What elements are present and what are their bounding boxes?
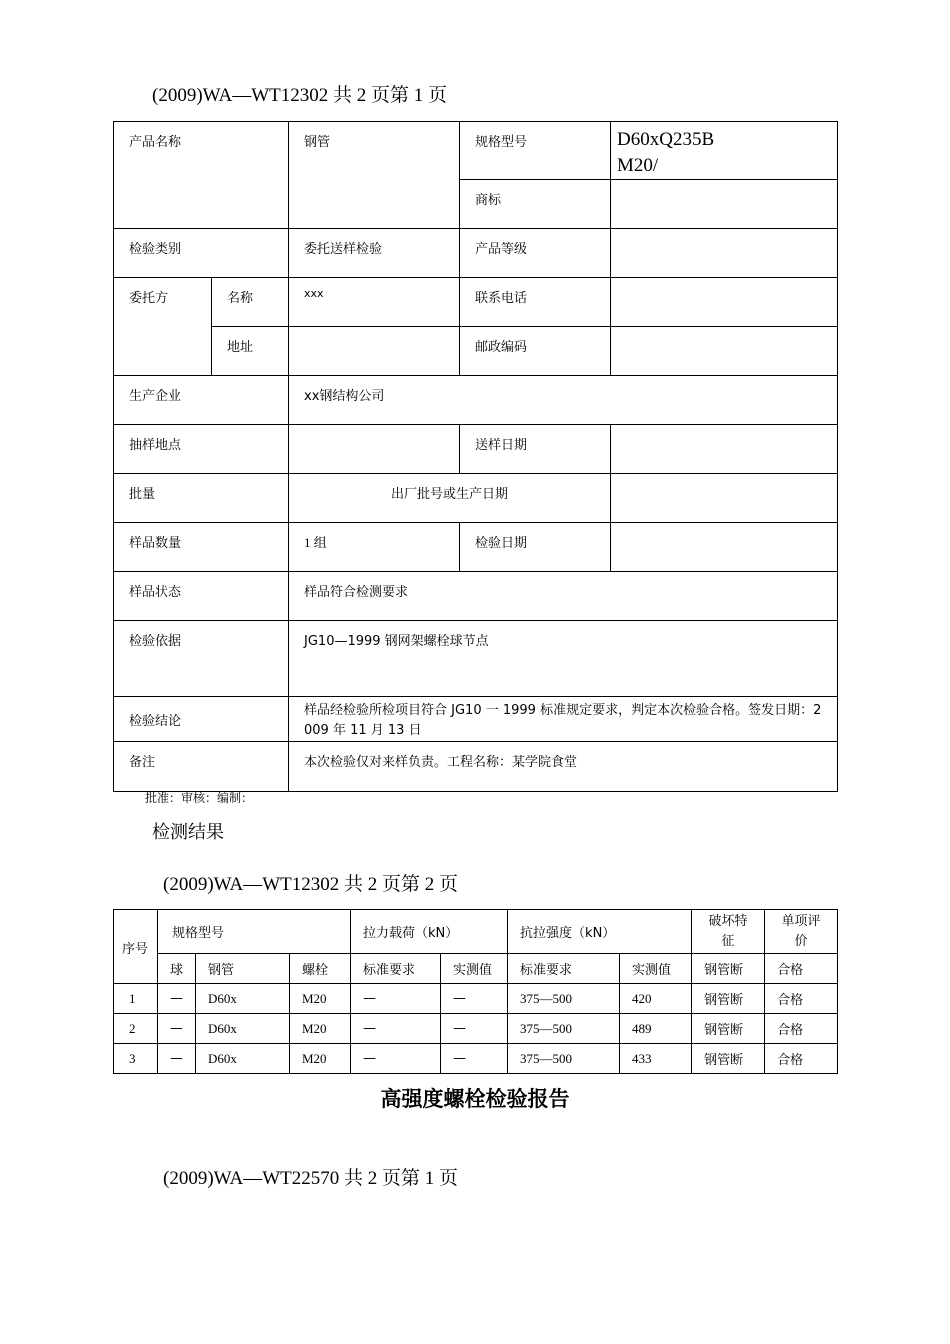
batch-no-label: 出厂批号或生产日期 (289, 474, 611, 523)
table-cell: — (351, 1044, 441, 1074)
model-label: 规格型号 (460, 122, 611, 180)
table-cell: — (158, 984, 196, 1014)
col-eval (765, 910, 838, 954)
table-cell: M20 (290, 984, 351, 1014)
inspection-form-table (113, 121, 838, 792)
results-title: 检测结果 (152, 822, 224, 843)
sample-qty-value: 1 组 (289, 523, 460, 572)
inspection-type-value: 委托送样检验 (289, 229, 460, 278)
postcode-label: 邮政编码 (460, 327, 611, 376)
table-cell: 钢管断 (692, 1014, 765, 1044)
table-cell: D60x (196, 984, 290, 1014)
table-cell: 375—500 (508, 1014, 620, 1044)
table-row (114, 1044, 838, 1074)
subheader-cell: 标准要求 (508, 954, 620, 984)
col-model: 规格型号 (158, 910, 351, 954)
table-cell: 钢管断 (692, 984, 765, 1014)
table-cell: 1 (114, 984, 158, 1014)
table-cell: — (351, 1014, 441, 1044)
batch-no-value (611, 474, 838, 523)
delivery-date-value (611, 425, 838, 474)
sampling-place-value (289, 425, 460, 474)
inspection-date-label: 检验日期 (460, 523, 611, 572)
table-cell: 375—500 (508, 1044, 620, 1074)
model-value (611, 122, 838, 180)
remarks-value: 本次检验仅对来样负责。工程名称：某学院食堂 (289, 742, 838, 792)
phone-label: 联系电话 (460, 278, 611, 327)
table-cell: 433 (620, 1044, 692, 1074)
client-name-value: xxx (289, 278, 460, 327)
conclusion-value (289, 697, 838, 742)
table-row (114, 984, 838, 1014)
subheader-cell: 球 (158, 954, 196, 984)
subheader-cell: 螺栓 (290, 954, 351, 984)
table-cell: 489 (620, 1014, 692, 1044)
trademark-value (611, 180, 838, 229)
address-label: 地址 (212, 327, 289, 376)
client-label: 委托方 (114, 278, 212, 376)
table-cell: D60x (196, 1044, 290, 1074)
inspection-date-value (611, 523, 838, 572)
product-name-value: 钢管 (289, 122, 460, 229)
sample-qty-label: 样品数量 (114, 523, 289, 572)
col-failure-line2: 征 (721, 933, 735, 949)
col-eval-line2: 价 (794, 933, 808, 949)
conclusion-line2: 009 年 11 月 13 日 (304, 723, 422, 738)
batch-label: 批量 (114, 474, 289, 523)
table-cell: — (441, 1044, 508, 1074)
product-grade-label: 产品等级 (460, 229, 611, 278)
inspection-type-label: 检验类别 (114, 229, 289, 278)
table-cell: M20 (290, 1014, 351, 1044)
col-failure (692, 910, 765, 954)
col-failure-line1: 破坏特 (708, 913, 748, 929)
subheader-cell: 标准要求 (351, 954, 441, 984)
table-cell: — (158, 1044, 196, 1074)
table-cell: 420 (620, 984, 692, 1014)
product-grade-value (611, 229, 838, 278)
manufacturer-label: 生产企业 (114, 376, 289, 425)
sample-state-value: 样品符合检测要求 (289, 572, 838, 621)
table-cell: — (441, 1014, 508, 1044)
subheader-cell: 实测值 (620, 954, 692, 984)
report-title: 高强度螺栓检验报告 (380, 1087, 570, 1111)
postcode-value (611, 327, 838, 376)
basis-label: 检验依据 (114, 621, 289, 697)
table-cell: M20 (290, 1044, 351, 1074)
table-cell: 合格 (765, 1044, 838, 1074)
subheader-cell: 钢管断 (692, 954, 765, 984)
table-cell: D60x (196, 1014, 290, 1044)
table-cell: 合格 (765, 1014, 838, 1044)
table-cell: 375—500 (508, 984, 620, 1014)
col-seq: 序号 (114, 910, 158, 984)
model-value-line2: M20/ (617, 155, 659, 176)
table-cell: 钢管断 (692, 1044, 765, 1074)
subheader-row (114, 954, 838, 984)
basis-value: JG10—1999 钢网架螺栓球节点 (289, 621, 838, 697)
address-value (289, 327, 460, 376)
sign-line: 批准：审核：编制： (145, 791, 254, 805)
delivery-date-label: 送样日期 (460, 425, 611, 474)
conclusion-line1: 样品经检验所检项目符合 JG10 一 1999 标准规定要求，判定本次检验合格。签发日期：2 (304, 703, 822, 718)
col-tensile-strength: 抗拉强度（kN） (508, 910, 692, 954)
col-tensile-load: 拉力载荷（kN） (351, 910, 508, 954)
page3-header: (2009)WA—WT22570 共 2 页第 1 页 (163, 1168, 458, 1189)
remarks-label: 备注 (114, 742, 289, 792)
conclusion-label: 检验结论 (114, 697, 289, 742)
table-cell: — (351, 984, 441, 1014)
sampling-place-label: 抽样地点 (114, 425, 289, 474)
page2-header: (2009)WA—WT12302 共 2 页第 2 页 (163, 874, 458, 895)
product-name-label: 产品名称 (114, 122, 289, 229)
client-name-label: 名称 (212, 278, 289, 327)
table-cell: — (158, 1014, 196, 1044)
phone-value (611, 278, 838, 327)
table-cell: 2 (114, 1014, 158, 1044)
table-cell: — (441, 984, 508, 1014)
col-eval-line1: 单项评 (781, 913, 821, 929)
subheader-cell: 实测值 (441, 954, 508, 984)
manufacturer-value: xx钢结构公司 (289, 376, 838, 425)
page1-header: (2009)WA—WT12302 共 2 页第 1 页 (152, 85, 447, 106)
table-cell: 3 (114, 1044, 158, 1074)
model-value-line1: D60xQ235B (617, 129, 715, 150)
subheader-cell: 合格 (765, 954, 838, 984)
subheader-cell: 钢管 (196, 954, 290, 984)
trademark-label: 商标 (460, 180, 611, 229)
sample-state-label: 样品状态 (114, 572, 289, 621)
table-cell: 合格 (765, 984, 838, 1014)
results-table (113, 909, 838, 1074)
table-row (114, 1014, 838, 1044)
